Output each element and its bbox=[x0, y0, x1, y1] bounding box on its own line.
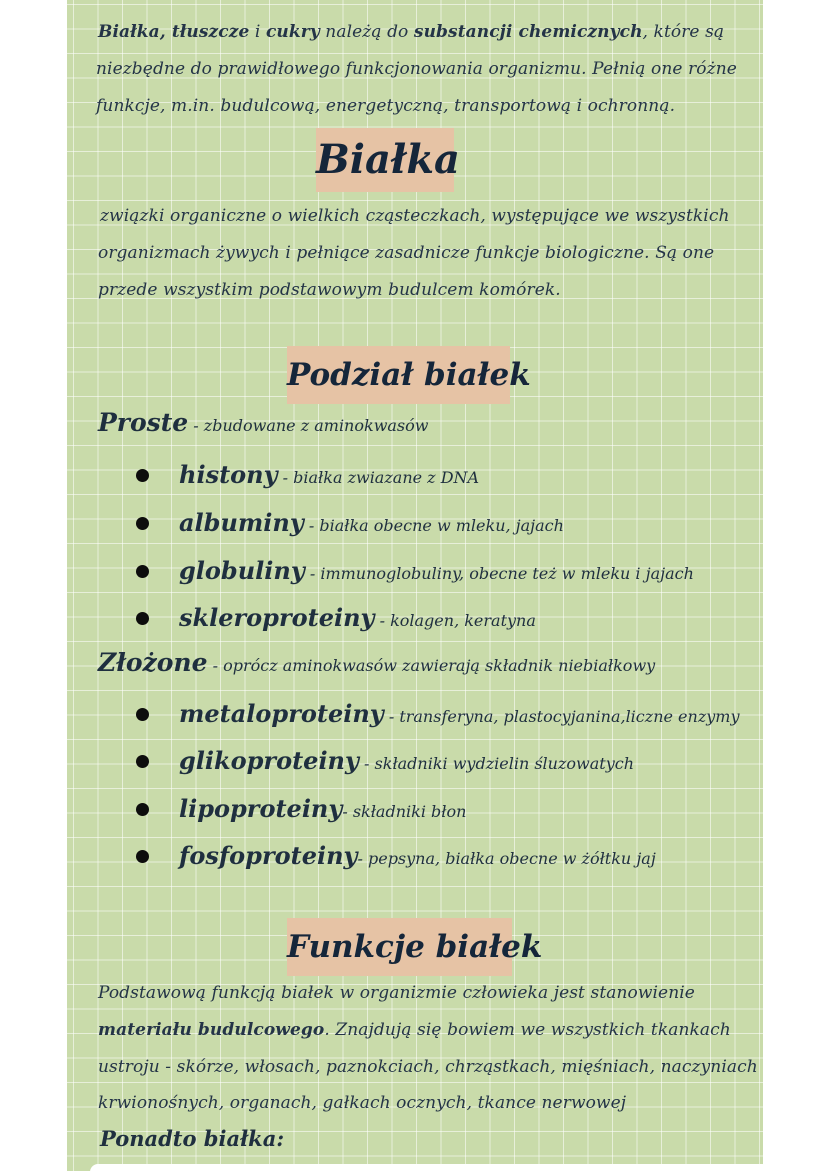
group-zlozone bbox=[98, 648, 655, 677]
group-desc: - oprócz aminokwasów zawierają składnik niebiałkowy bbox=[207, 656, 656, 675]
bialka-def-line-2: organizmach żywych i pełniące zasadnicze funkcje biologiczne. Są one bbox=[98, 243, 715, 263]
intro-text: należą do bbox=[319, 22, 414, 42]
intro-line-1 bbox=[98, 14, 724, 51]
item-desc: - pepsyna, białka obecne w żółtku jaj bbox=[357, 849, 656, 868]
group-desc: - zbudowane z aminokwasów bbox=[188, 416, 429, 435]
list-item bbox=[136, 503, 564, 543]
funkcje-line-2 bbox=[98, 1012, 731, 1049]
funkcje-line-4: krwionośnych, organach, gałkach ocznych, tkance nerwowej bbox=[98, 1093, 627, 1113]
item-desc: - immunoglobuliny, obecne też w mleku i jajach bbox=[304, 564, 694, 583]
keyword-material-budulcowy: materiału budulcowego bbox=[98, 1020, 325, 1040]
item-name: lipoproteiny bbox=[179, 794, 343, 823]
section-title-funkcje: Funkcje białek bbox=[287, 918, 512, 976]
list-item bbox=[136, 836, 656, 876]
bullet-icon bbox=[136, 565, 149, 578]
item-desc: - transferyna, plastocyjanina,liczne enzymy bbox=[383, 707, 740, 726]
item-name: albuminy bbox=[179, 508, 304, 537]
intro-line-3: funkcje, m.in. budulcową, energetyczną, transportową i ochronną. bbox=[96, 96, 676, 116]
funkcje-text: . Znajdują się bowiem we wszystkich tkankach bbox=[324, 1020, 731, 1040]
item-desc: - składniki wydzielin śluzowatych bbox=[358, 754, 635, 773]
intro-keyword-bialka-tluszcze: Białka, tłuszcze bbox=[98, 22, 250, 42]
bullet-icon bbox=[136, 755, 149, 768]
bialka-def-line-1: związki organiczne o wielkich cząsteczkach, występujące we wszystkich bbox=[100, 206, 730, 226]
item-desc: - białka obecne w mleku, jajach bbox=[303, 516, 564, 535]
bullet-icon bbox=[136, 850, 149, 863]
item-name: metaloproteiny bbox=[179, 699, 384, 728]
bullet-icon bbox=[136, 708, 149, 721]
bullet-icon bbox=[136, 803, 149, 816]
bialka-def-line-3: przede wszystkim podstawowym budulcem komórek. bbox=[98, 280, 561, 300]
item-desc: - białka zwiazane z DNA bbox=[277, 468, 480, 487]
next-page-edge bbox=[90, 1164, 770, 1176]
intro-text: , które są bbox=[642, 22, 725, 42]
item-name: skleroproteiny bbox=[179, 603, 375, 632]
subheading-ponadto: Ponadto białka: bbox=[100, 1126, 285, 1151]
group-proste bbox=[98, 408, 428, 437]
intro-text: i bbox=[249, 22, 266, 42]
bullet-icon bbox=[136, 517, 149, 530]
item-name: globuliny bbox=[179, 556, 305, 585]
item-name: fosfoproteiny bbox=[179, 841, 358, 870]
list-item bbox=[136, 455, 479, 495]
list-item bbox=[136, 741, 634, 781]
item-name: histony bbox=[179, 460, 278, 489]
intro-keyword-substancje: substancji chemicznych bbox=[413, 22, 643, 42]
intro-line-2: niezbędne do prawidłowego funkcjonowania organizmu. Pełnią one różne bbox=[96, 59, 737, 79]
funkcje-line-1: Podstawową funkcją białek w organizmie człowieka jest stanowienie bbox=[98, 983, 695, 1003]
bullet-icon bbox=[136, 612, 149, 625]
funkcje-line-3: ustroju - skórze, włosach, paznokciach, chrząstkach, mięśniach, naczyniach bbox=[98, 1057, 758, 1077]
item-name: glikoproteiny bbox=[179, 746, 359, 775]
list-item bbox=[136, 789, 466, 829]
list-item bbox=[136, 694, 740, 734]
section-title-bialka: Białka bbox=[316, 128, 454, 192]
list-item bbox=[136, 551, 694, 591]
item-desc: - składniki błon bbox=[342, 802, 467, 821]
item-desc: - kolagen, keratyna bbox=[374, 611, 536, 630]
section-title-podzial: Podział białek bbox=[287, 346, 510, 404]
list-item bbox=[136, 598, 536, 638]
group-name: Proste bbox=[98, 408, 189, 437]
intro-keyword-cukry: cukry bbox=[265, 22, 320, 42]
group-name: Złożone bbox=[98, 648, 208, 677]
bullet-icon bbox=[136, 469, 149, 482]
